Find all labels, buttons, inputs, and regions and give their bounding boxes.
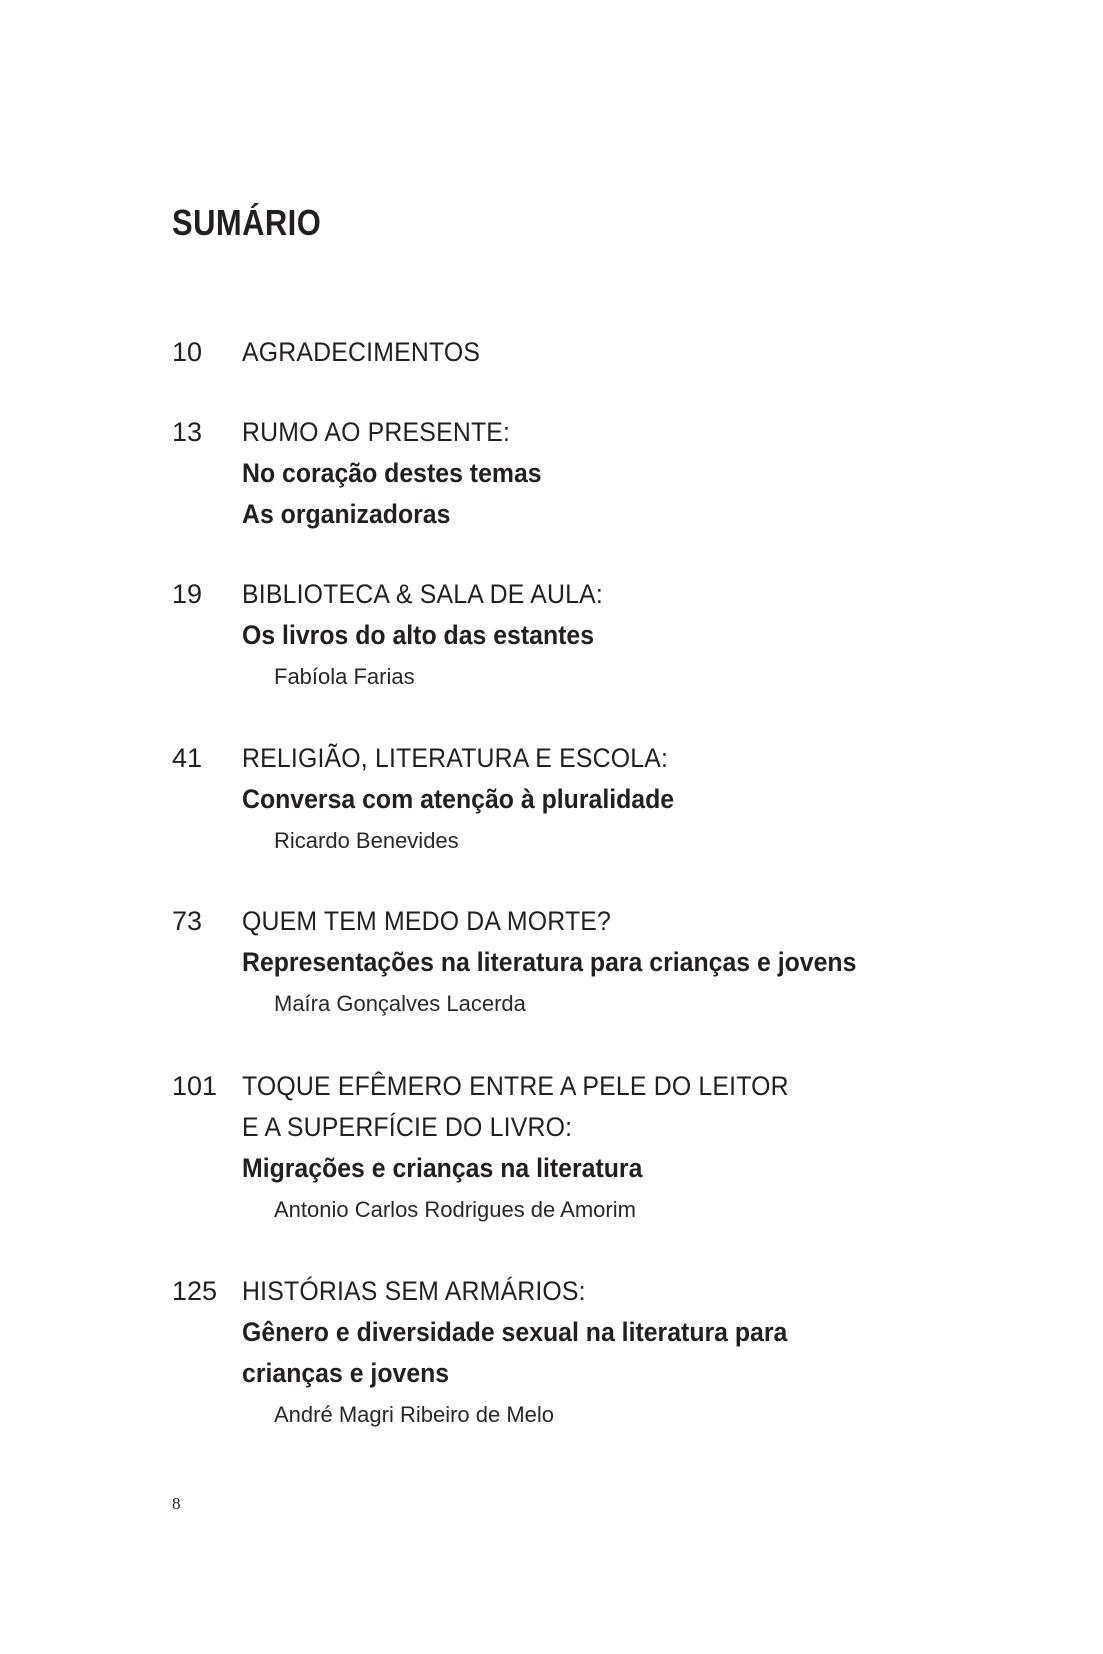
- toc-entry-subtitle: Os livros do alto das estantes: [242, 620, 595, 650]
- toc-entry-page: 10: [172, 337, 203, 367]
- toc-entry-author: Maíra Gonçalves Lacerda: [274, 991, 526, 1016]
- toc-entry-body: [242, 1066, 1022, 1230]
- toc-entry-page: 13: [172, 417, 203, 447]
- toc-entry-title: AGRADECIMENTOS: [242, 337, 481, 367]
- toc-entry-subtitle: crianças e jovens: [242, 1358, 450, 1388]
- toc-entry-title: E A SUPERFÍCIE DO LIVRO:: [242, 1112, 573, 1142]
- toc-entry-body: [242, 738, 1022, 861]
- toc-entry-title: QUEM TEM MEDO DA MORTE?: [242, 906, 612, 936]
- page-title: SUMÁRIO: [172, 202, 322, 243]
- toc-entry-body: [242, 901, 1022, 1024]
- toc-entry-page: 41: [172, 743, 203, 773]
- toc-entry-author: Antonio Carlos Rodrigues de Amorim: [274, 1197, 636, 1222]
- toc-entry-author: André Magri Ribeiro de Melo: [274, 1402, 555, 1427]
- toc-entry-subtitle: As organizadoras: [242, 499, 451, 529]
- toc-entry-author: Fabíola Farias: [274, 664, 415, 689]
- toc-entry-subtitle: Gênero e diversidade sexual na literatura para: [242, 1317, 788, 1347]
- toc-entry-title: BIBLIOTECA & SALA DE AULA:: [242, 579, 603, 609]
- toc-entry-subtitle: Migrações e crianças na literatura: [242, 1153, 643, 1183]
- page-number: 8: [172, 1494, 181, 1513]
- toc-entry-body: [242, 1271, 1022, 1435]
- toc-entry-subtitle: Conversa com atenção à pluralidade: [242, 784, 675, 814]
- toc-entry-title: HISTÓRIAS SEM ARMÁRIOS:: [242, 1276, 586, 1306]
- toc-entry-page: 73: [172, 906, 203, 936]
- toc-entry-subtitle: Representações na literatura para crianças e jovens: [242, 947, 857, 977]
- toc-entry-subtitle: No coração destes temas: [242, 458, 542, 488]
- toc-entry-title: RUMO AO PRESENTE:: [242, 417, 511, 447]
- toc-entry-body: [242, 332, 1022, 373]
- toc-entry-body: [242, 412, 1022, 535]
- toc-entry-body: [242, 574, 1022, 697]
- toc-entry-title: RELIGIÃO, LITERATURA E ESCOLA:: [242, 743, 669, 773]
- toc-entry-author: Ricardo Benevides: [274, 828, 459, 853]
- toc-entry-page: 125: [172, 1276, 218, 1306]
- toc-entry-page: 19: [172, 579, 203, 609]
- toc-entry-title: TOQUE EFÊMERO ENTRE A PELE DO LEITOR: [242, 1071, 789, 1101]
- toc-entry-page: 101: [172, 1071, 218, 1101]
